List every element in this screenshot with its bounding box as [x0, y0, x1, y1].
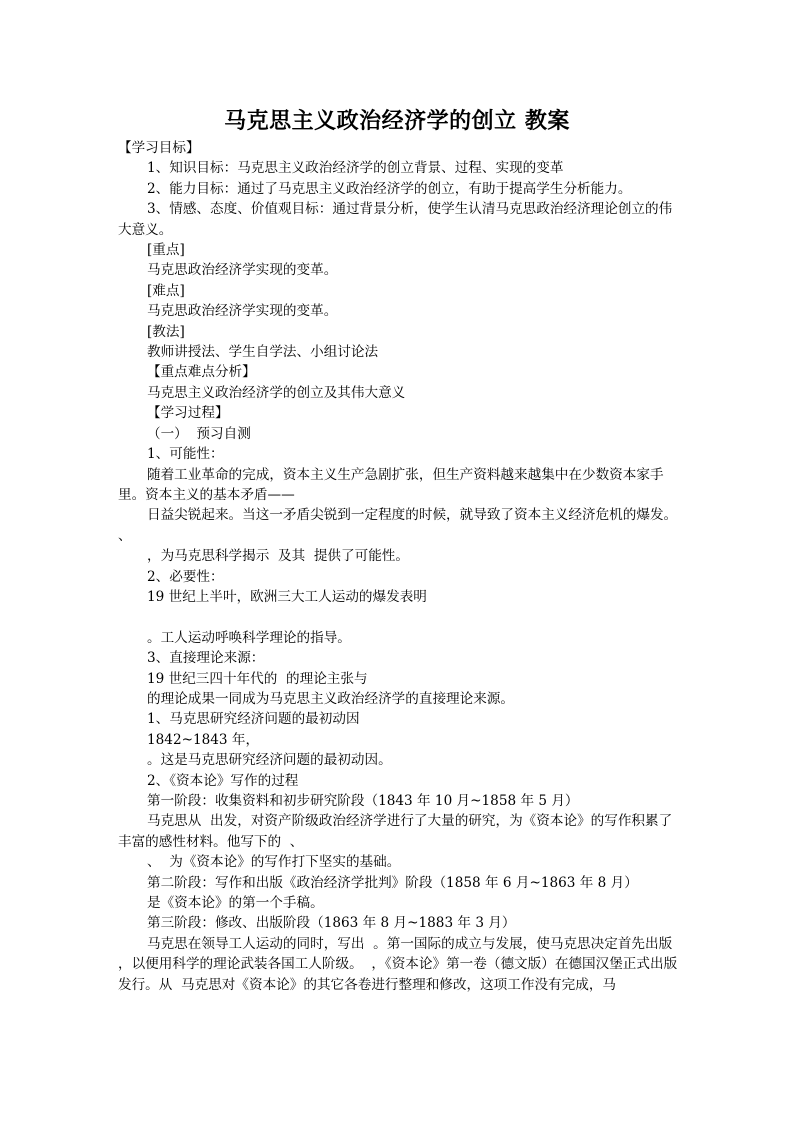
paragraph: 马克思从 出发，对资产阶级政治经济学进行了大量的研究，为《资本论》的写作积累了丰富的感性材料。他写下的 、: [118, 813, 673, 850]
paragraph: 马克思政治经济学实现的变革。: [147, 303, 338, 320]
paragraph: 、 为《资本论》的写作打下坚实的基础。: [147, 854, 401, 871]
paragraph: 马克思主义政治经济学的创立及其伟大意义: [147, 384, 406, 401]
paragraph: （一） 预习自测: [147, 425, 251, 442]
paragraph: 1、知识目标：马克思主义政治经济学的创立背景、过程、实现的变革: [147, 160, 564, 177]
paragraph: 。这是马克思研究经济问题的最初动因。: [147, 752, 392, 769]
paragraph: 马克思政治经济学实现的变革。: [147, 262, 338, 279]
paragraph: 2、《资本论》写作的过程: [147, 772, 299, 789]
paragraph: 2、能力目标：通过了马克思主义政治经济学的创立，有助于提高学生分析能力。: [147, 180, 632, 197]
paragraph: 的理论成果一同成为马克思主义政治经济学的直接理论来源。: [147, 690, 515, 707]
section-header-objectives: 【学习目标】: [118, 140, 200, 156]
paragraph: 马克思在领导工人运动的同时，写出 。第一国际的成立与发展，使马克思决定首先出版 ，以便用科学的理论武装各国工人阶级。 ，《资本论》第一卷（德文版）在德国汉堡正式出版发行。从 马克思对《资本论》的其它各卷进行整理和修改，这项工作没有完成，马: [118, 935, 681, 993]
paragraph: 第一阶段：收集资料和初步研究阶段（1843 年 10 月~1858 年 5 月）: [147, 792, 579, 809]
document-title: 马克思主义政治经济学的创立 教案: [224, 108, 570, 134]
paragraph: ，为马克思科学揭示 及其 提供了可能性。: [147, 548, 409, 565]
paragraph: 1、马克思研究经济问题的最初动因: [147, 711, 360, 728]
paragraph: 是《资本论》的第一个手稿。: [147, 895, 324, 912]
paragraph: 19 世纪三四十年代的 的理论主张与: [147, 670, 368, 687]
paragraph: 1、可能性：: [147, 446, 224, 463]
paragraph: 随着工业革命的完成，资本主义生产急剧扩张，但生产资料越来越集中在少数资本家手里。资本主义的基本矛盾——: [118, 466, 664, 503]
paragraph: 19 世纪上半叶，欧洲三大工人运动的爆发表明: [147, 588, 427, 605]
document-body: [118, 138, 686, 995]
paragraph: 3、直接理论来源：: [147, 650, 265, 667]
paragraph: 日益尖锐起来。当这一矛盾尖锐到一定程度的时候，就导致了资本主义经济危机的爆发。 、: [118, 507, 686, 544]
label-difficulty: [难点]: [147, 282, 185, 299]
label-teaching-method: [教法]: [147, 323, 185, 340]
paragraph: 第三阶段：修改、出版阶段（1863 年 8 月~1883 年 3 月）: [147, 915, 516, 932]
paragraph: 第二阶段：写作和出版《政治经济学批判》阶段（1858 年 6 月~1863 年 8 月）: [147, 874, 638, 891]
paragraph: 1842~1843 年，: [147, 731, 260, 748]
section-header-analysis: 【重点难点分析】: [147, 364, 256, 381]
paragraph: 3、情感、态度、价值观目标：通过背景分析，使学生认清马克思政治经济理论创立的伟大意义。: [118, 201, 673, 238]
paragraph: 2、必要性：: [147, 568, 224, 585]
paragraph: 。工人运动呼唤科学理论的指导。: [147, 629, 351, 646]
paragraph: 教师讲授法、学生自学法、小组讨论法: [147, 344, 379, 361]
blank-line: [118, 607, 678, 627]
label-key-point: [重点]: [147, 242, 185, 259]
section-header-process: 【学习过程】: [147, 405, 229, 422]
